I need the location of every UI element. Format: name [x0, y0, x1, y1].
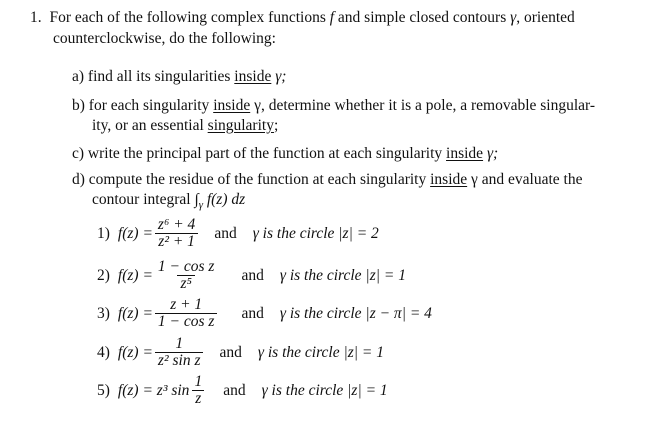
task-label: a): [72, 68, 85, 85]
function-1: [97, 217, 379, 251]
function-2: [97, 259, 406, 293]
task-underlined: inside: [213, 97, 251, 114]
problem-number: 1.: [30, 9, 42, 26]
numerator: z⁶ + 4: [157, 216, 196, 233]
function-label: 1): [97, 225, 110, 243]
function-contour: γ is the circle |z| = 1: [279, 267, 406, 285]
numerator: 1 − cos z: [157, 258, 215, 275]
intro-f: f: [329, 9, 335, 26]
numerator: 1: [175, 335, 184, 352]
function-fraction: [155, 297, 218, 331]
problem-intro-line2: counterclockwise, do the following:: [53, 30, 276, 47]
task-label: b): [72, 97, 85, 114]
task-line2-end: f(z) dz: [206, 191, 246, 208]
task-label: c): [72, 145, 85, 162]
task-line2-underlined: singularity: [207, 117, 274, 134]
intro-oriented: , oriented: [516, 9, 575, 26]
task-label: d): [72, 171, 85, 188]
function-and: and: [241, 305, 264, 323]
intro-gamma: γ: [510, 9, 517, 26]
function-and: and: [223, 382, 246, 400]
function-and: and: [241, 267, 264, 285]
function-and: and: [214, 225, 237, 243]
denominator: z⁵: [177, 275, 194, 292]
function-4: [97, 336, 384, 370]
task-after: γ;: [486, 145, 499, 162]
numerator: 1: [194, 373, 203, 390]
task-after: γ;: [275, 68, 287, 85]
task-after: γ, determine whether it is a pole, a removable singular-: [254, 97, 596, 114]
task-underlined: inside: [430, 171, 468, 188]
denominator: z² + 1: [155, 233, 198, 250]
function-fraction: [155, 259, 218, 293]
function-contour: γ is the circle |z| = 1: [261, 382, 388, 400]
task-underlined: inside: [446, 145, 484, 162]
task-text: find all its singularities: [87, 68, 231, 85]
task-line2: contour integral ∫: [92, 191, 199, 208]
task-line2-sub: γ: [198, 199, 203, 212]
task-a: [72, 67, 286, 86]
function-lhs: f(z) =: [117, 344, 153, 362]
task-text: for each singularity: [88, 97, 210, 114]
task-c: [72, 144, 498, 163]
task-b-line2: [92, 116, 278, 135]
task-d: [72, 170, 582, 189]
function-contour: γ is the circle |z| = 1: [257, 344, 384, 362]
function-fraction: [191, 374, 205, 408]
function-label: 2): [97, 267, 110, 285]
function-lhs: f(z) =: [117, 305, 153, 323]
denominator: z² sin z: [155, 352, 204, 369]
task-after: γ and evaluate the: [471, 171, 583, 188]
task-text: compute the residue of the function at each singularity: [88, 171, 427, 188]
numerator: z + 1: [170, 296, 203, 313]
intro-text: For each of the following complex functions: [49, 9, 326, 26]
task-d-line2: [92, 190, 245, 213]
task-line2-end: ;: [273, 117, 279, 134]
problem-intro-line1: [30, 8, 575, 27]
function-contour: γ is the circle |z| = 2: [252, 225, 379, 243]
function-5: [97, 374, 388, 408]
function-and: and: [219, 344, 242, 362]
task-line2: ity, or an essential: [92, 117, 204, 134]
denominator: 1 − cos z: [155, 313, 218, 330]
function-label: 5): [97, 382, 110, 400]
function-lhs: f(z) =: [117, 267, 153, 285]
function-lhs: f(z) =: [117, 225, 153, 243]
function-fraction: [155, 336, 204, 370]
function-3: [97, 297, 432, 331]
function-label: 4): [97, 344, 110, 362]
task-b: [72, 96, 595, 115]
task-underlined: inside: [234, 68, 272, 85]
function-label: 3): [97, 305, 110, 323]
function-contour: γ is the circle |z − π| = 4: [279, 305, 432, 323]
task-text: write the principal part of the function at each singularity: [87, 145, 443, 162]
denominator: z: [192, 390, 204, 407]
intro-and: and simple closed contours: [337, 9, 507, 26]
function-fraction: [155, 217, 198, 251]
function-lhs: f(z) = z³ sin: [117, 382, 190, 400]
